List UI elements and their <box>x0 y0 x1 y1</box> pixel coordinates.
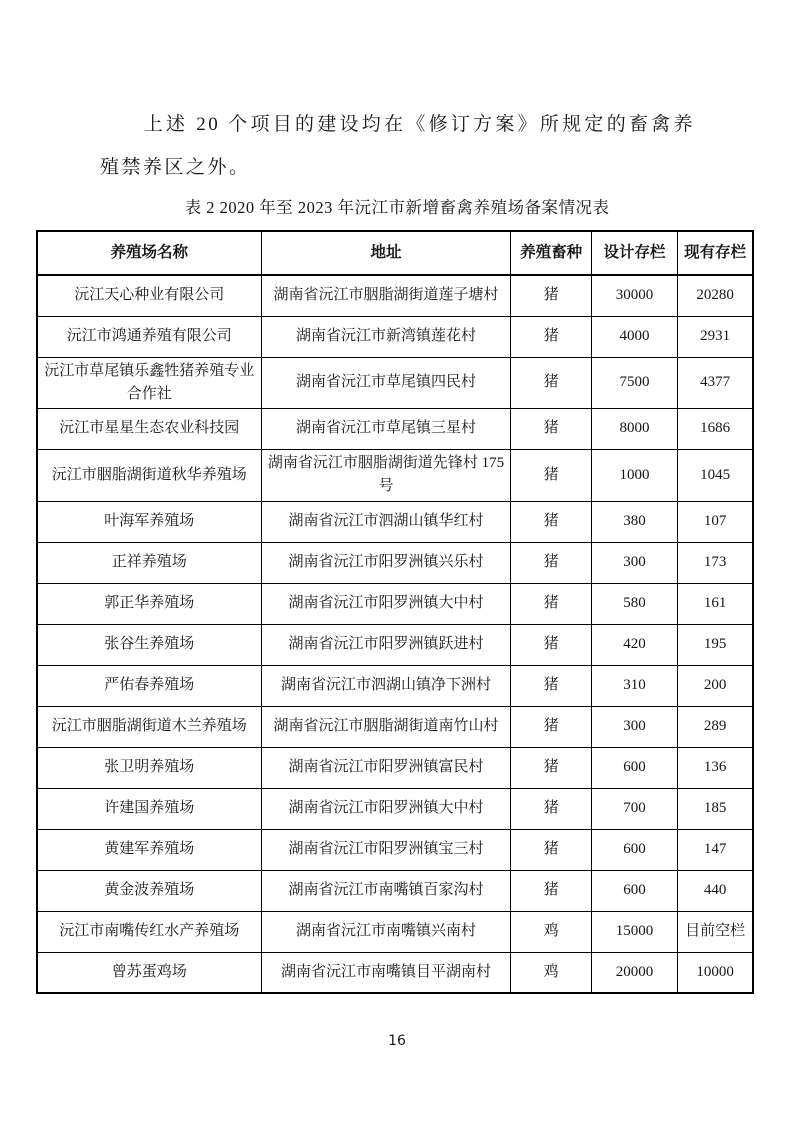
header-farm-name: 养殖场名称 <box>37 231 261 275</box>
cell-species: 鸡 <box>511 911 591 952</box>
cell-design-stock: 30000 <box>591 275 678 316</box>
cell-design-stock: 600 <box>591 870 678 911</box>
cell-design-stock: 580 <box>591 583 678 624</box>
table-row <box>37 409 753 450</box>
cell-farm-name: 沅江市胭脂湖街道木兰养殖场 <box>37 706 261 747</box>
cell-current-stock: 289 <box>678 706 753 747</box>
page-number: 16 <box>388 1033 406 1049</box>
cell-farm-name: 沅江天心种业有限公司 <box>37 275 261 316</box>
cell-species: 猪 <box>511 501 591 542</box>
cell-address: 湖南省沅江市泗湖山镇华红村 <box>261 501 511 542</box>
cell-farm-name: 张谷生养殖场 <box>37 624 261 665</box>
cell-current-stock: 147 <box>678 829 753 870</box>
cell-design-stock: 420 <box>591 624 678 665</box>
cell-design-stock: 310 <box>591 665 678 706</box>
body-paragraph: 上述 20 个项目的建设均在《修订方案》所规定的畜禽养殖禁养区之外。 <box>100 114 695 178</box>
cell-current-stock: 目前空栏 <box>678 911 753 952</box>
table-row <box>37 911 753 952</box>
table-row <box>37 747 753 788</box>
cell-species: 猪 <box>511 747 591 788</box>
cell-farm-name: 正祥养殖场 <box>37 542 261 583</box>
cell-address: 湖南省沅江市胭脂湖街道莲子塘村 <box>261 275 511 316</box>
cell-design-stock: 600 <box>591 829 678 870</box>
cell-current-stock: 1045 <box>678 450 753 502</box>
cell-design-stock: 700 <box>591 788 678 829</box>
cell-current-stock: 173 <box>678 542 753 583</box>
cell-farm-name: 沅江市南嘴传红水产养殖场 <box>37 911 261 952</box>
cell-current-stock: 10000 <box>678 952 753 993</box>
cell-species: 猪 <box>511 829 591 870</box>
cell-design-stock: 600 <box>591 747 678 788</box>
cell-design-stock: 300 <box>591 706 678 747</box>
cell-farm-name: 曾苏蛋鸡场 <box>37 952 261 993</box>
cell-species: 猪 <box>511 409 591 450</box>
cell-species: 猪 <box>511 624 591 665</box>
table-row <box>37 952 753 993</box>
cell-current-stock: 161 <box>678 583 753 624</box>
cell-address: 湖南省沅江市草尾镇四民村 <box>261 357 511 409</box>
cell-current-stock: 1686 <box>678 409 753 450</box>
cell-farm-name: 沅江市草尾镇乐鑫牲猪养殖专业合作社 <box>37 357 261 409</box>
cell-species: 猪 <box>511 665 591 706</box>
cell-farm-name: 沅江市鸿通养殖有限公司 <box>37 316 261 357</box>
cell-address: 湖南省沅江市阳罗洲镇富民村 <box>261 747 511 788</box>
farm-record-table <box>36 230 754 994</box>
cell-address: 湖南省沅江市阳罗洲镇大中村 <box>261 583 511 624</box>
cell-address: 湖南省沅江市阳罗洲镇宝三村 <box>261 829 511 870</box>
cell-design-stock: 380 <box>591 501 678 542</box>
table-row <box>37 788 753 829</box>
cell-design-stock: 8000 <box>591 409 678 450</box>
cell-address: 湖南省沅江市阳罗洲镇兴乐村 <box>261 542 511 583</box>
cell-current-stock: 20280 <box>678 275 753 316</box>
cell-species: 猪 <box>511 275 591 316</box>
cell-current-stock: 185 <box>678 788 753 829</box>
cell-species: 猪 <box>511 583 591 624</box>
table-row <box>37 501 753 542</box>
cell-farm-name: 郭正华养殖场 <box>37 583 261 624</box>
cell-current-stock: 136 <box>678 747 753 788</box>
table-row <box>37 706 753 747</box>
table-row <box>37 665 753 706</box>
cell-species: 猪 <box>511 316 591 357</box>
cell-current-stock: 2931 <box>678 316 753 357</box>
cell-farm-name: 许建国养殖场 <box>37 788 261 829</box>
cell-species: 猪 <box>511 542 591 583</box>
cell-address: 湖南省沅江市南嘴镇兴南村 <box>261 911 511 952</box>
table-row <box>37 583 753 624</box>
header-design-stock: 设计存栏 <box>591 231 678 275</box>
table-row <box>37 357 753 409</box>
cell-farm-name: 严佑春养殖场 <box>37 665 261 706</box>
cell-address: 湖南省沅江市胭脂湖街道南竹山村 <box>261 706 511 747</box>
cell-farm-name: 黄金波养殖场 <box>37 870 261 911</box>
table-row <box>37 542 753 583</box>
cell-species: 鸡 <box>511 952 591 993</box>
cell-farm-name: 黄建军养殖场 <box>37 829 261 870</box>
cell-address: 湖南省沅江市南嘴镇百家沟村 <box>261 870 511 911</box>
cell-farm-name: 沅江市胭脂湖街道秋华养殖场 <box>37 450 261 502</box>
cell-design-stock: 15000 <box>591 911 678 952</box>
cell-address: 湖南省沅江市阳罗洲镇大中村 <box>261 788 511 829</box>
table-row <box>37 870 753 911</box>
table-row <box>37 624 753 665</box>
cell-address: 湖南省沅江市草尾镇三星村 <box>261 409 511 450</box>
cell-design-stock: 4000 <box>591 316 678 357</box>
table-row <box>37 450 753 502</box>
table-header-row <box>37 231 753 275</box>
cell-address: 湖南省沅江市阳罗洲镇跃进村 <box>261 624 511 665</box>
cell-current-stock: 107 <box>678 501 753 542</box>
cell-farm-name: 沅江市星星生态农业科技园 <box>37 409 261 450</box>
cell-design-stock: 20000 <box>591 952 678 993</box>
table-caption: 表 2 2020 年至 2023 年沅江市新增畜禽养殖场备案情况表 <box>184 198 610 217</box>
table-row <box>37 829 753 870</box>
cell-current-stock: 200 <box>678 665 753 706</box>
table-row <box>37 316 753 357</box>
cell-species: 猪 <box>511 788 591 829</box>
cell-species: 猪 <box>511 870 591 911</box>
cell-design-stock: 300 <box>591 542 678 583</box>
cell-design-stock: 7500 <box>591 357 678 409</box>
cell-farm-name: 叶海军养殖场 <box>37 501 261 542</box>
cell-farm-name: 张卫明养殖场 <box>37 747 261 788</box>
header-species: 养殖畜种 <box>511 231 591 275</box>
cell-species: 猪 <box>511 706 591 747</box>
cell-current-stock: 195 <box>678 624 753 665</box>
cell-address: 湖南省沅江市新湾镇莲花村 <box>261 316 511 357</box>
cell-current-stock: 4377 <box>678 357 753 409</box>
cell-address: 湖南省沅江市胭脂湖街道先锋村 175 号 <box>261 450 511 502</box>
cell-address: 湖南省沅江市南嘴镇目平湖南村 <box>261 952 511 993</box>
cell-design-stock: 1000 <box>591 450 678 502</box>
cell-species: 猪 <box>511 357 591 409</box>
cell-address: 湖南省沅江市泗湖山镇净下洲村 <box>261 665 511 706</box>
cell-current-stock: 440 <box>678 870 753 911</box>
cell-species: 猪 <box>511 450 591 502</box>
table-row <box>37 275 753 316</box>
header-current-stock: 现有存栏 <box>678 231 753 275</box>
header-address: 地址 <box>261 231 511 275</box>
